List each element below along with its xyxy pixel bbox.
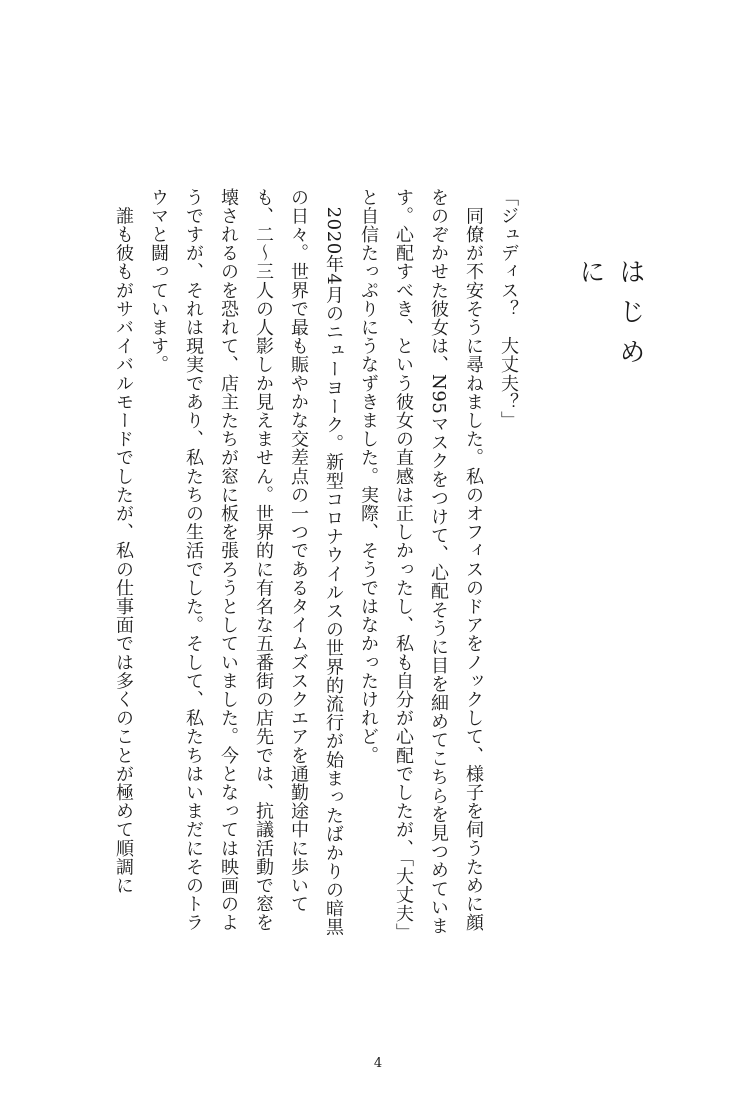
- chapter-title: はじめに: [575, 258, 645, 378]
- paragraph: 同僚が不安そうに尋ねました。私のオフィスのドアをノックして、様子を伺うために顔をのぞかせた彼女は、N95マスクをつけて、心配そうに目を細めてこちらを見つめています。心配すべき、という彼女の直感は正しかったし、私も自分が心配でしたが、「大丈夫」と自信たっぷりにうなずきました。実際、そうではなかったけれど。: [358, 188, 484, 942]
- paragraph: 「ジュディス？ 大丈夫？」: [498, 188, 519, 430]
- page-number: 4: [373, 1056, 383, 1071]
- paragraph: 2020年4月のニューヨーク。新型コロナウイルスの世界的流行が始まったばかりの暗黒の日々。世界で最も賑やかな交差点の一つであるタイムズスクエアを通勤途中に歩いても、二〜三人の人影しか見えません。世界的に有名な五番街の店先では、抗議活動で窓を壊されるのを恐れて、店主たちが窓に板を張ろうとしていました。今となっては映画のようですが、それは現実であり、私たちの生活でした。そして、私たちはいまだにそのトラウマと闘っています。: [148, 188, 344, 937]
- body-text: [106, 188, 526, 948]
- paragraph: 誰も彼もがサバイバルモードでしたが、私の仕事面では多くのことが極めて順調に: [113, 188, 134, 895]
